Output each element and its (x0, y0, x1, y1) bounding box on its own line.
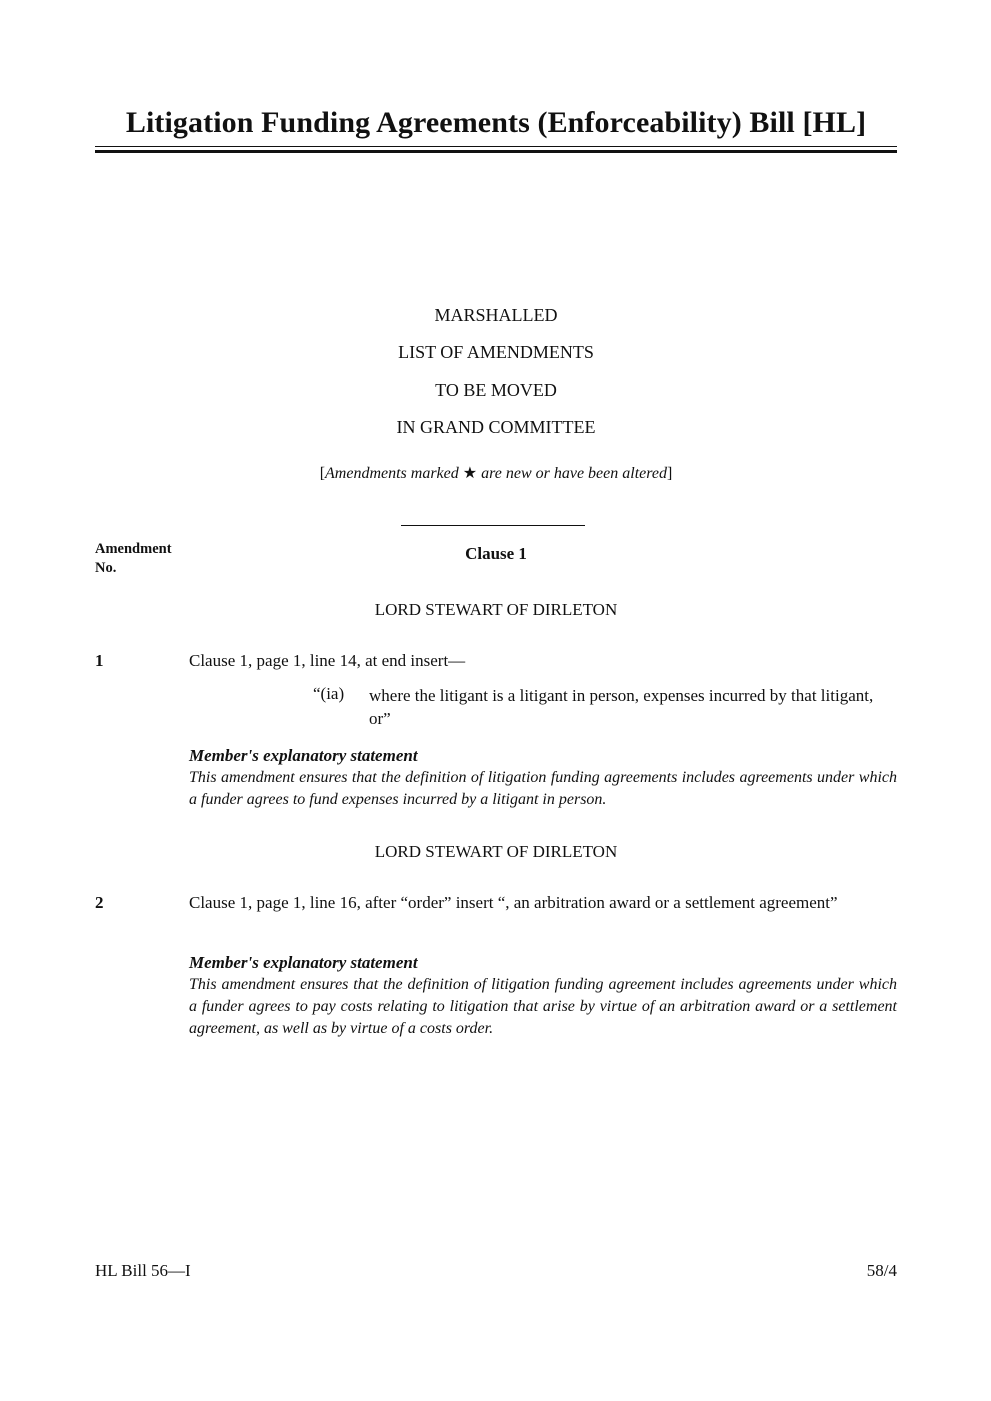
amendment-text: Clause 1, page 1, line 16, after “order” insert “, an arbitration award or a settlement agreement” (189, 893, 838, 912)
heading-line-3: TO BE MOVED (435, 380, 557, 400)
amendment-number: 2 (95, 893, 104, 912)
heading-line-2: LIST OF AMENDMENTS (398, 342, 594, 362)
bill-title: Litigation Funding Agreements (Enforceability) Bill [HL] (125, 106, 867, 139)
footer-reference: 58/4 (866, 1261, 897, 1280)
star-icon: ★ (462, 465, 478, 482)
heading-line-1: MARSHALLED (434, 305, 558, 325)
member-name: LORD STEWART OF DIRLETON (374, 842, 618, 861)
explanatory-statement: This amendment ensures that the definition of litigation funding agreements includes agreements under which a funder agrees to fund expenses incurred by a litigant in person. (189, 769, 897, 808)
title-rule-thin (95, 146, 897, 147)
insert-text: where the litigant is a litigant in person, expenses incurred by that litigant, or” (369, 686, 874, 728)
note-bracket-close: ] (666, 465, 673, 482)
amendment-no-label-line2: No. (95, 560, 117, 576)
note-text: Amendments marked (325, 465, 463, 482)
amendment-text: Clause 1, page 1, line 14, at end insert— (189, 651, 466, 670)
title-rule-thick (95, 150, 897, 153)
insert-label: “(ia) (313, 684, 345, 703)
amendment-no-label-line1: Amendment (95, 541, 172, 557)
section-divider (401, 525, 585, 526)
statement-heading: Member's explanatory statement (189, 746, 418, 765)
note-text-after: are new or have been altered (477, 465, 667, 482)
heading-line-4: IN GRAND COMMITTEE (396, 417, 596, 437)
clause-heading: Clause 1 (465, 544, 527, 563)
amendment-number: 1 (95, 651, 104, 670)
note-bracket-open: [ (319, 465, 326, 482)
statement-heading: Member's explanatory statement (189, 953, 418, 972)
footer-bill-number: HL Bill 56—I (95, 1261, 191, 1280)
explanatory-statement: This amendment ensures that the definition of litigation funding agreement includes agreements under which a funder agrees to pay costs relating to litigation that arise by virtue of an arbitration award or a settlement agreement, as well as by virtue of a costs order. (189, 976, 897, 1037)
amendments-note (95, 463, 897, 483)
member-name: LORD STEWART OF DIRLETON (374, 600, 618, 619)
